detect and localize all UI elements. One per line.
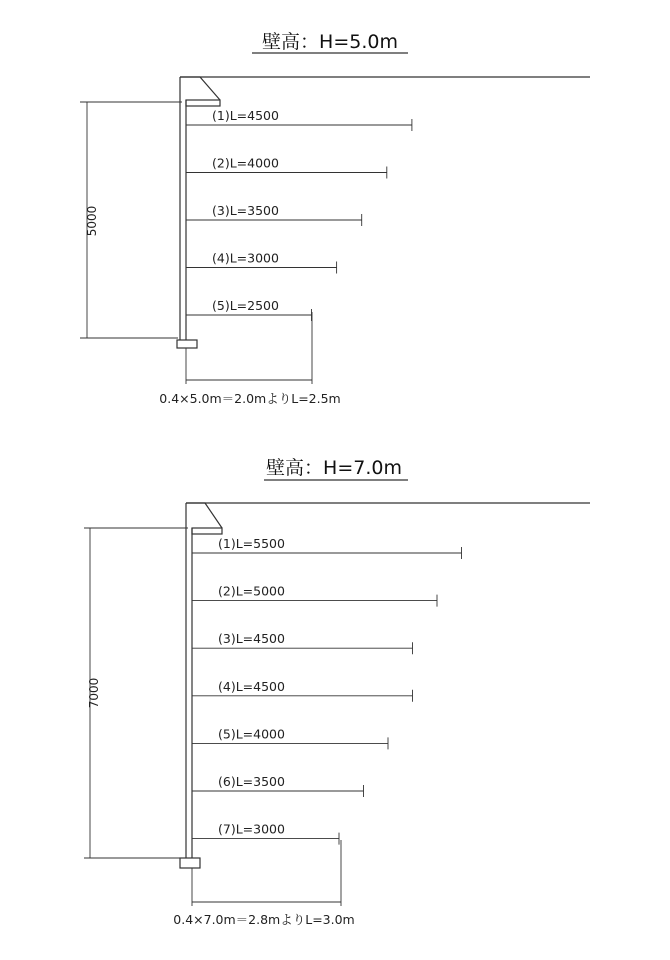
wall-cap (192, 528, 222, 534)
length-note: 0.4×5.0m＝2.0mよりL=2.5m (159, 391, 341, 406)
height-dimension-label: 7000 (87, 677, 101, 709)
anchor-label: (7)L=3000 (218, 821, 285, 837)
wall-footing (177, 340, 197, 348)
section-h7 (84, 457, 590, 927)
anchor-group (192, 536, 462, 845)
anchor-label: (5)L=2500 (212, 298, 279, 313)
length-note: 0.4×7.0m＝2.8mよりL=3.0m (173, 912, 355, 927)
anchor-label: (6)L=3500 (218, 774, 285, 789)
anchor-label: (3)L=3500 (212, 203, 279, 218)
anchor-label: (1)L=4500 (212, 108, 279, 123)
anchor-label: (1)L=5500 (218, 536, 285, 551)
wall-cap (186, 100, 220, 106)
anchor-label: (4)L=4500 (218, 678, 285, 694)
wall-footing (180, 858, 200, 868)
wall-coping (186, 503, 222, 528)
anchor-label: (4)L=3000 (212, 250, 279, 266)
anchor-label: (5)L=4000 (218, 726, 285, 742)
anchor-group (186, 108, 412, 321)
section-title: 壁高：H=5.0m (262, 31, 398, 53)
section-h5 (80, 31, 590, 406)
section-title: 壁高：H=7.0m (266, 457, 402, 479)
anchor-label: (2)L=4000 (212, 155, 279, 171)
height-dimension-label: 5000 (85, 205, 99, 237)
anchor-label: (3)L=4500 (218, 631, 285, 647)
wall-coping (180, 77, 220, 100)
anchor-label: (2)L=5000 (218, 583, 285, 599)
